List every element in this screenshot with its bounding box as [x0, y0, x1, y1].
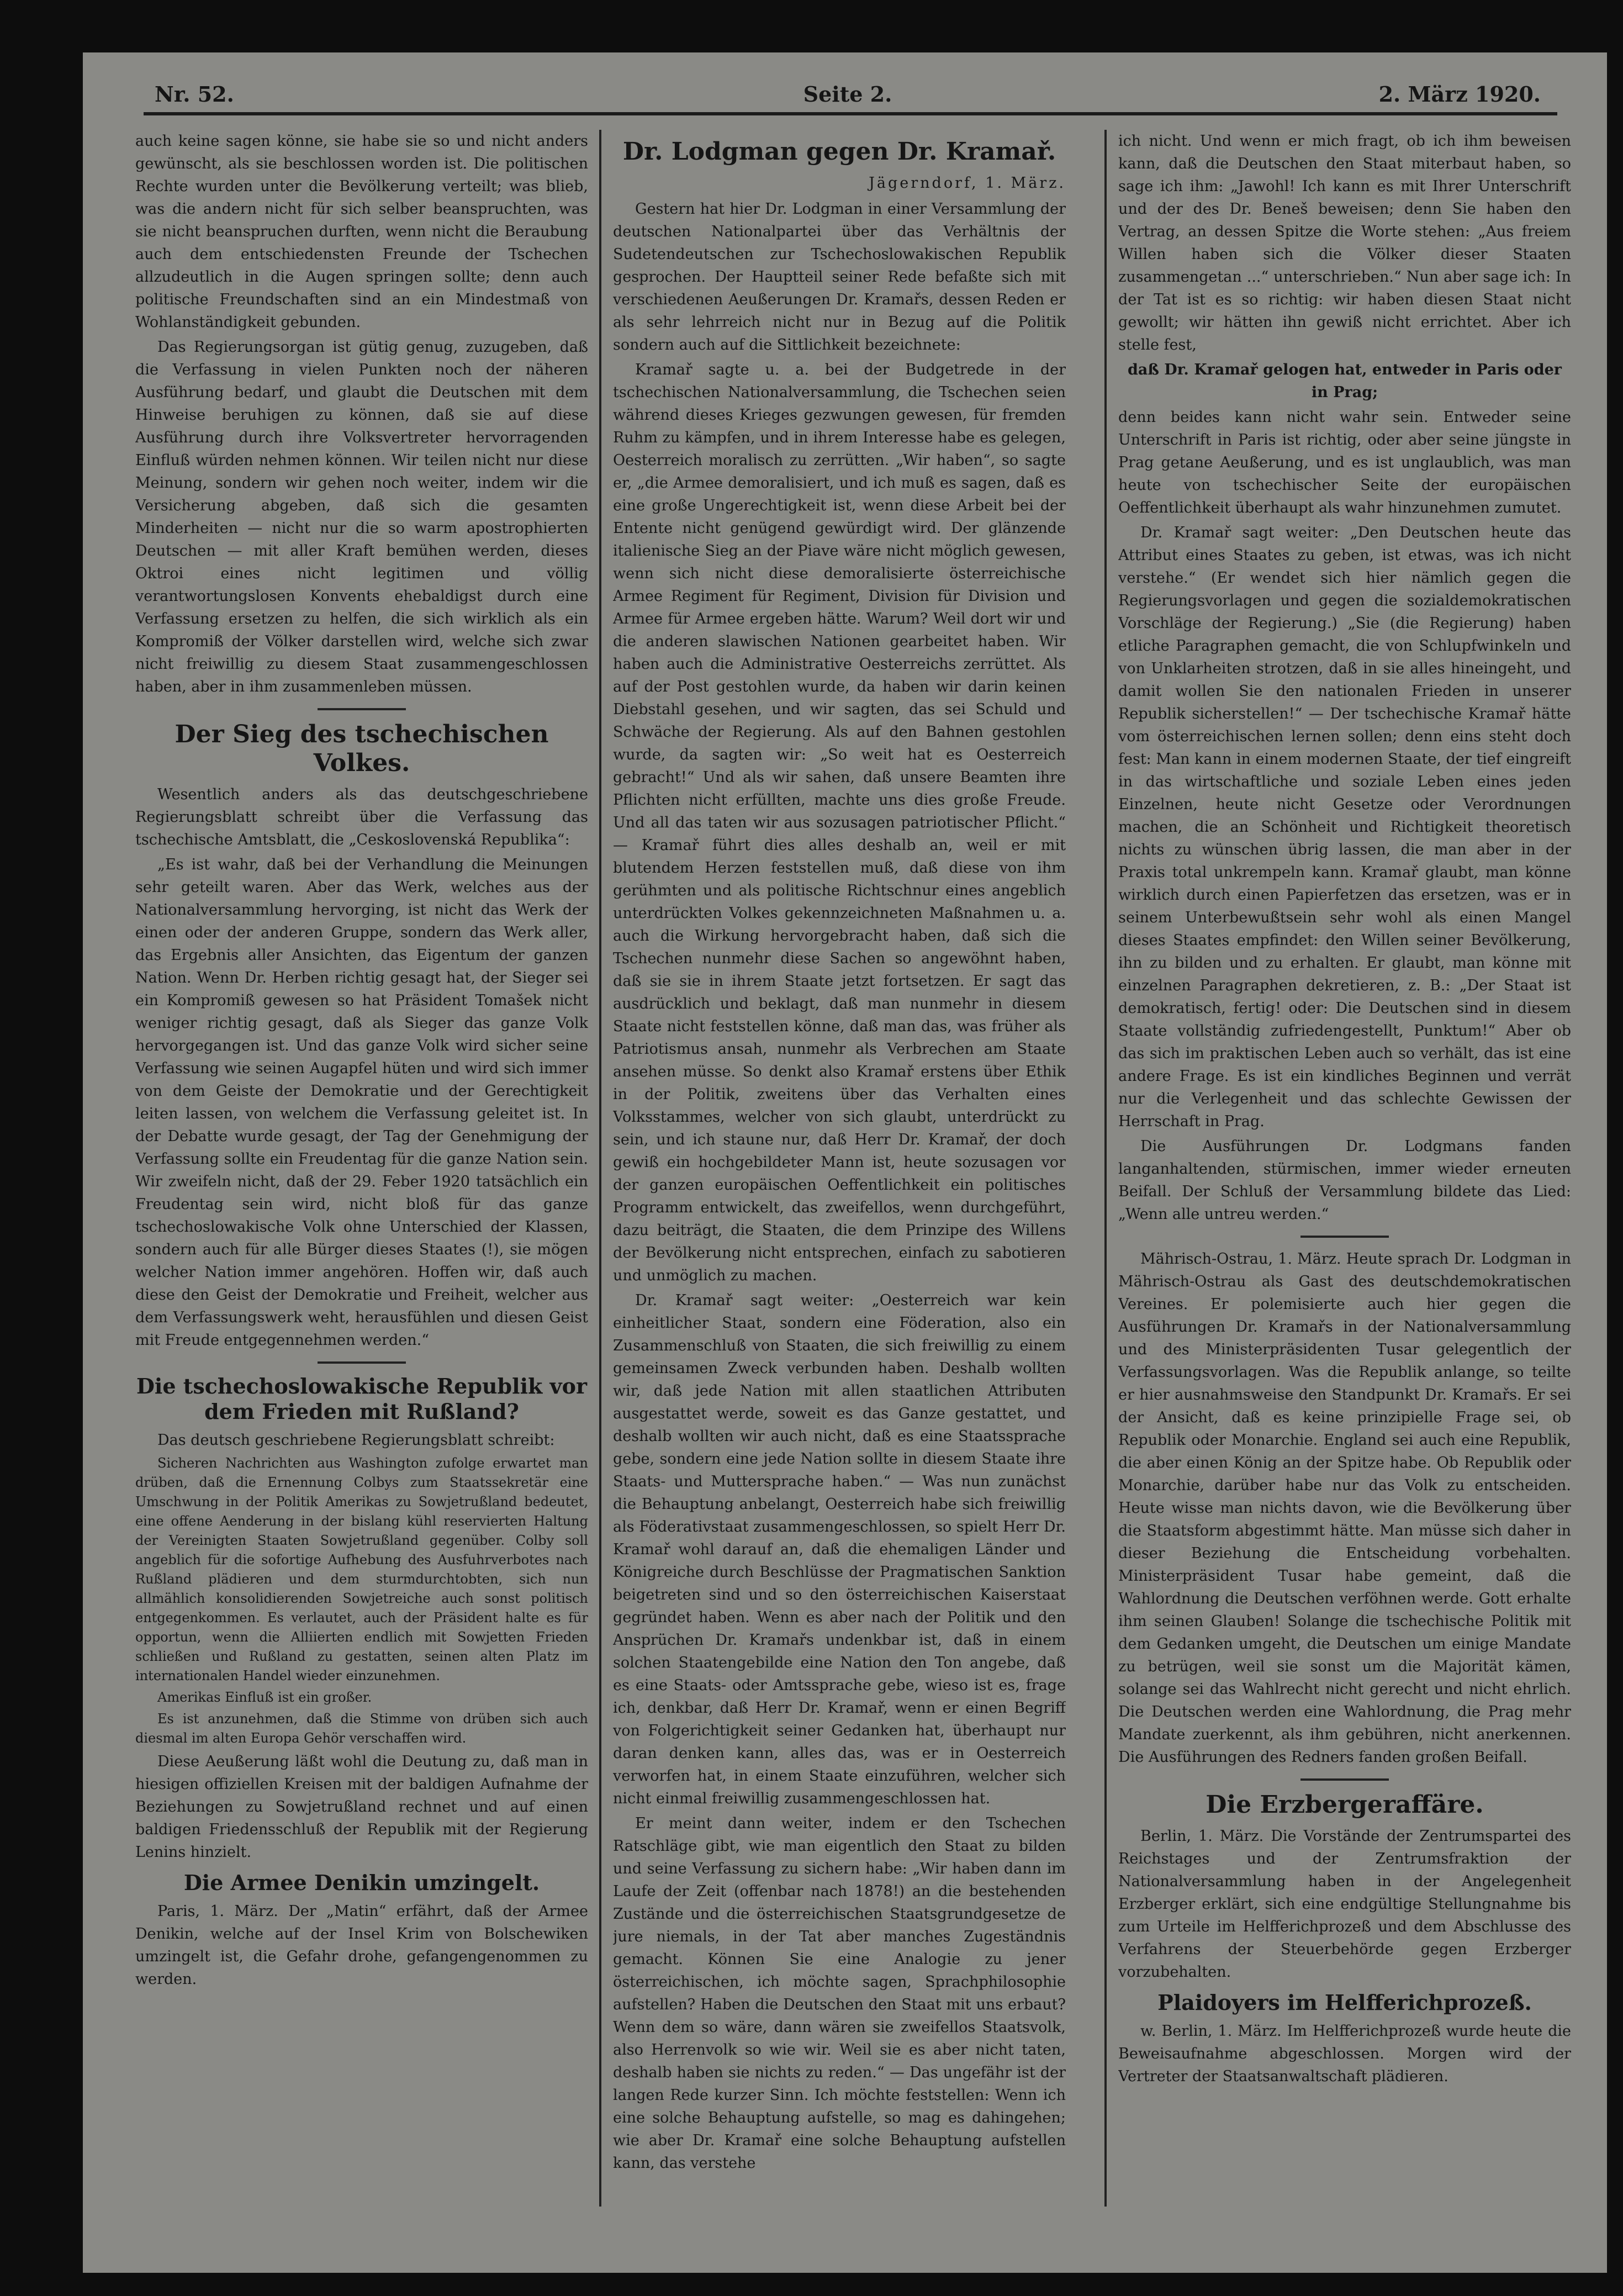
separator — [318, 1361, 406, 1364]
paragraph: ich nicht. Und wenn er mich fragt, ob ich ihm beweisen kann, daß die Deutschen den Staat miterbaut haben, so sage ich ihm: „Jawohl! Ich kann es mit Ihrer Unterschrift und der des Dr. Beneš beweisen; denn Sie haben den Vertrag, an dessen Spitze die Worte stehen: „Aus freiem Willen haben sich die Völker dieser Staaten zusammengetan ...“ unterschrieben.“ Nun aber sage ich: In der Tat ist es so richtig: wir haben diesen Staat nicht gewollt; wir hätten ihn gewiß nicht errichtet. Aber ich stelle fest, — [1118, 133, 1571, 353]
paragraph: Wesentlich anders als das deutschgeschriebene Regierungsblatt schreibt über die Verfassung das tschechische Amtsblatt, die „Ceskoslovenská Republika“: — [135, 786, 588, 848]
paragraph: Er meint dann weiter, indem er den Tschechen Ratschläge gibt, wie man eigentlich den Staat zu bilden und seine Verfassung zu sichern habe: „Wir haben dann im Laufe der Zeit (offenbar nach 1878!) an die bestehenden Zustände und die österreichischen Staatsgrundgesetze de jure niemals, in der Tat aber manches Zugeständnis gemacht. Können Sie eine Analogie zu jener österreichischen, ich möchte sagen, Sprachphilosophie aufstellen? Haben die Deutschen den Staat mit uns erbaut? Wenn dem so wäre, dann wären sie zweifellos Staatsvolk, also Herrenvolk so wie wir. Weil sie es aber nicht taten, deshalb haben sie nichts zu reden.“ — Das ungefähr ist der langen Rede kurzer Sinn. Ich möchte feststellen: Wenn ich eine solche Behauptung aufstelle, so mag es dahingehen; wie aber Dr. Kramař eine solche Behauptung aufstellen kann, das verstehe — [613, 1815, 1066, 2172]
issue-date: 2. März 1920. — [1378, 81, 1541, 107]
paragraph: Mährisch-Ostrau, 1. März. Heute sprach Dr. Lodgman in Mährisch-Ostrau als Gast des deutschdemokratischen Vereines. Er polemisierte auch hier gegen die Ausführungen Dr. Kramařs in der Nationalversammlung und des Ministerpräsidenten Tusar gelegentlich der Verfassungsvorlagen. Was die Republik anlange, so teilte er hier ausnahmsweise den Standpunkt Dr. Kramařs. Er sei der Ansicht, daß es keine prinzipielle Frage sei, ob Republik oder Monarchie. England sei auch eine Republik, die aber einen König an der Spitze habe. Ob Republik oder Monarchie, darüber habe nur das Volk zu entscheiden. Heute wisse man nichts davon, wie die Bevölkerung über die Staatsform abgestimmt hätte. Man müsse sich daher in dieser Beziehung die Entscheidung vorbehalten. Ministerpräsident Tusar habe gemeint, daß die Wahlordnung die Deutschen verföhnen werde. Gott erhalte ihm seinen Glauben! Solange die tschechische Politik mit dem Gedanken umgeht, die Deutschen um einige Mandate zu betrügen, weil sie sonst um die Majorität kämen, solange sei das Wahlrecht nicht gerecht und nicht ehrlich. Die Deutschen werden eine Wahlordnung, die Prag mehr Mandate zuerkennt, als ihm gebühren, nicht anerkennen. Die Ausführungen des Redners fanden großen Beifall. — [1118, 1250, 1571, 1766]
article-heading: Die Erzbergeraffäre. — [1206, 1791, 1484, 1819]
paragraph: Die Ausführungen Dr. Lodgmans fanden langanhaltenden, stürmischen, immer wieder erneuten Beifall. Der Schluß der Versammlung bildete das Lied: „Wenn alle untreu werden.“ — [1118, 1138, 1571, 1223]
paragraph: Das Regierungsorgan ist gütig genug, zuzugeben, daß die Verfassung in vielen Punkten noch der näheren Ausführung bedarf, und glaubt die Deutschen mit dem Hinweise beruhigen zu können, daß sie auf diese Ausführung durch ihre Volksvertreter hervorragenden Einfluß würden nehmen können. Wir teilen nicht nur diese Meinung, sondern wir gehen noch weiter, indem wir die Versicherung abgeben, daß sich die gesamten Minderheiten — nicht nur die so warm apostrophierten Deutschen — mit aller Kraft bemühen werden, dieses Oktroi eines nicht legitimen und völlig verantwortungslosen Konvents ehebaldigst durch eine Verfassung ersetzen zu helfen, die sich wirklich als ein Kompromiß der Völker darstellen wird, welche sich zwar nicht freiwillig zu diesem Staat zusammengeschlossen haben, aber in ihm zusammenleben müssen. — [135, 339, 588, 695]
dateline: Jägerndorf, 1. März. — [869, 175, 1066, 192]
paragraph: Diese Aeußerung läßt wohl die Deutung zu, daß man in hiesigen offiziellen Kreisen mit der baldigen Aufnahme der Beziehungen zu Sowjetrußland rechnet und auf einen baldigen Friedensschluß der Republik mit der Regierung Lenins hinzielt. — [135, 1753, 588, 1861]
separator — [318, 708, 406, 710]
paragraph: Sicheren Nachrichten aus Washington zufolge erwartet man drüben, daß die Ernennung Colbys zum Staatssekretär eine Umschwung in der Politik Amerikas zu Sowjetrußland bedeutet, eine offene Aenderung in der bislang kühl reservierten Haltung der Vereinigten Staaten Sowjetrußland gegenüber. Colby soll angeblich für die sofortige Aufhebung des Ausfuhrverbotes nach Rußland plädieren und dem sturmdurchtobten, sich nun allmählich konsolidierenden Sowjetreiche auch sonst politisch entgegenkommen. Es verlautet, auch der Präsident halte es für opportun, wenn die Alliierten endlich mit Sowjetten Frieden schließen und Rußland zu gestatten, seinen alten Platz im internationalen Handel wieder einzunehmen. — [135, 1455, 588, 1683]
newspaper-page — [83, 52, 1607, 2273]
paragraph: „Es ist wahr, daß bei der Verhandlung die Meinungen sehr geteilt waren. Aber das Werk, welches aus der Nationalversammlung hervorging, ist nicht das Werk der einen oder der anderen Gruppe, sondern das Werk aller, das Ergebnis aller Ansichten, das Eigentum der ganzen Nation. Wenn Dr. Herben richtig gesagt hat, der Sieger sei ein Kompromiß gewesen so hat Präsident Tomašek nicht weniger richtig gesagt, daß als Sieger das ganze Volk hervorgegangen ist. Und das ganze Volk wird sicher seine Verfassung wie seinen Augapfel hüten und wird sich immer von dem Geiste der Demokratie und der Gerechtigkeit leiten lassen, von welchem die Verfassung geleitet ist. In der Debatte wurde gesagt, der Tag der Genehmigung der Verfassung sollte ein Freudentag für die ganze Nation sein. Wir zweifeln nicht, daß der 29. Feber 1920 tatsächlich ein Freudentag sein wird, nicht bloß für das ganze tschechoslowakische Volk ohne Unterschied der Klassen, sondern auch für alle Bürger dieses Staates (!), sie mögen welcher Nation immer angehören. Hoffen wir, daß auch diese den Geist der Demokratie und Freiheit, welcher aus dem Verfassungswerk weht, herausfühlen und diesen Geist mit Freude entgegennehmen werden.“ — [135, 856, 588, 1349]
emphasis-line: daß Dr. Kramař gelogen hat, entweder in Paris oder in Prag; — [1127, 361, 1562, 401]
paragraph: Gestern hat hier Dr. Lodgman in einer Versammlung der deutschen Nationalpartei über das Verhältnis der Sudetendeutschen zur Tschechoslowakischen Republik gesprochen. Der Hauptteil seiner Rede befaßte sich mit verschiedenen Aeußerungen Dr. Kramařs, dessen Reden er als sehr lehrreich nicht nur in Bezug auf die Politik sondern auch auf die Sittlichkeit bezeichnete: — [613, 200, 1066, 353]
page-number: Seite 2. — [803, 81, 892, 107]
paragraph: Berlin, 1. März. Die Vorstände der Zentrumspartei des Reichstages und der Zentrumsfraktion der Nationalversammlung haben in der Angelegenheit Erzberger erklärt, sich eine endgültige Stellungnahme bis zum Urteile im Helfferichprozeß und dem Abschlusse des Verfahrens der Steuerbehörde gegen Erzberger vorzubehalten. — [1118, 1828, 1571, 1981]
paragraph: Das deutsch geschriebene Regierungsblatt schreibt: — [157, 1432, 555, 1449]
article-heading: Die tschechoslowakische Republik vor dem Frieden mit Rußland? — [136, 1374, 588, 1424]
column-1 — [135, 130, 588, 2223]
article-heading: Die Armee Denikin umzingelt. — [183, 1870, 540, 1895]
issue-number: Nr. 52. — [155, 81, 234, 107]
paragraph: Paris, 1. März. Der „Matin“ erfährt, daß der Armee Denikin, welche auf der Insel Krim von Bolschewiken umzingelt ist, die Gefahr drohe, gefangengenommen zu werden. — [135, 1903, 588, 1988]
article-heading: Der Sieg des tschechischen Volkes. — [175, 720, 549, 777]
paragraph: auch keine sagen könne, sie habe sie so und nicht anders gewünscht, als sie beschlossen worden ist. Die politischen Rechte wurden unter die Bevölkerung verteilt; was blieb, was die andern nicht für sich selber beanspruchten, was sie nicht beanspruchen durften, wenn nicht die Beraubung auch dem entschiedensten Freunde der Tschechen allzudeutlich in die Augen springen sollte; denn auch politische Freundschaften sind an ein Mindestmaß von Wohlanständigkeit gebunden. — [135, 133, 588, 331]
paragraph: denn beides kann nicht wahr sein. Entweder seine Unterschrift in Paris ist richtig, oder aber seine jüngste in Prag getane Aeußerung, und es ist unglaublich, was man heute von tschechischer Seite der europäischen Oeffentlichkeit überhaupt als wahr hinzunehmen zumutet. — [1118, 409, 1571, 516]
page-header — [155, 75, 1541, 113]
column-divider — [1104, 130, 1107, 2207]
paragraph: w. Berlin, 1. März. Im Helfferichprozeß wurde heute die Beweisaufnahme abgeschlossen. Morgen wird der Vertreter der Staatsanwaltschaft plädieren. — [1118, 2023, 1571, 2085]
separator — [1300, 1236, 1389, 1238]
paragraph: Dr. Kramař sagt weiter: „Den Deutschen heute das Attribut eines Staates zu geben, ist etwas, was ich nicht verstehe.“ (Er wendet sich hier nämlich gegen die Regierungsvorlagen und gegen die sozialdemokratischen Vorschläge der Regierung.) „Sie (die Regierung) haben etliche Paragraphen gemacht, die von Schlupfwinkeln und von Unklarheiten strotzen, daß in sie alles hineingeht, und damit wollen Sie den nationalen Frieden in unserer Republik sicherstellen!“ — Der tschechische Kramař hätte vom österreichischen lernen sollen; denn eins steht doch fest: Man kann in einem modernen Staate, der tief eingreift in das wirtschaftliche und soziale Leben eines jeden Einzelnen, heute nicht Gesetze oder Verordnungen machen, die an Schönheit und Richtigkeit theoretisch nichts zu wünschen übrig lassen, die man aber in der Praxis total unkrempeln kann. Kramař glaubt, man könne wirklich durch einen Papierfetzen das ersetzen, was er in seinem Unterbewußtsein sehr wohl als einen Mangel dieses Staates empfindet: den Willen seiner Bevölkerung, ihn zu bilden und zu erhalten. Er glaubt, man könne mit einzelnen Paragraphen dekretieren, z. B.: „Der Staat ist demokratisch, fertig! oder: Die Deutschen sind in diesem Staate vollständig zufriedengestellt, Punktum!“ Aber ob das sich im praktischen Leben auch so verhält, das ist eine andere Frage. Es ist ein kindliches Beginnen und verrät nur die Verlegenheit und das schlechte Gewissen der Herrschaft in Prag. — [1118, 524, 1571, 1130]
separator — [1300, 1778, 1389, 1781]
paragraph: Kramař sagte u. a. bei der Budgetrede in der tschechischen Nationalversammlung, die Tschechen seien während dieses Krieges gezwungen gewesen, für fremden Ruhm zu kämpfen, und in ihrem Interesse habe es gelegen, Oesterreich moralisch zu zerrütten. „Wir haben“, so sagte er, „die Armee demoralisiert, und ich muß es sagen, daß es eine große Ungerechtigkeit ist, wenn diese Arbeit bei der Entente nicht genügend gewürdigt wird. Der glänzende italienische Sieg an der Piave wäre nicht möglich gewesen, wenn sich nicht diese demoralisierte österreichische Armee Regiment für Regiment, Division für Division und Armee für Armee ergeben hätte. Warum? Weil dort wir und die anderen slawischen Nationen gearbeitet haben. Wir haben auch die Administrative Oesterreichs zerrüttet. Als auf der Post gestohlen wurde, da haben wir darin keinen Diebstahl gesehen, und wir sagten, das sei Schuld und Schwäche der Regierung. Als auf den Bahnen gestohlen wurde, da sagten wir: „So weit hat es Oesterreich gebracht!“ Und als wir sahen, daß unsere Beamten ihre Pflichten nicht erfüllten, machte uns dies große Freude. Und all das taten wir aus sozusagen patriotischer Pflicht.“ — Kramař führt dies alles deshalb an, weil er mit blutendem Herzen feststellen muß, daß diese von ihm gerühmten und als politische Richtschnur eines angeblich unterdrückten Volkes gekennzeichneten Maßnahmen u. a. auch die Wirkung hervorgebracht haben, daß sich die Tschechen nunmehr diese Sachen so angewöhnt haben, daß sie sie in ihrem Staate jetzt fortsetzen. Er sagt das ausdrücklich und beklagt, daß man nunmehr in diesem Staate nicht feststellen könne, daß man das, was früher als Patriotismus ansah, nunmehr als Verbrechen am Staate ansehen müsse. So denkt also Kramař erstens über Ethik in der Politik, zweitens über das Verhalten eines Volksstammes, welcher von sich glaubt, unterdrückt zu sein, und ich staune nur, daß Herr Dr. Kramař, der doch gewiß ein hochgebildeter Mann ist, heute sozusagen vor der ganzen europäischen Oeffentlichkeit ein politisches Programm entwickelt, das zweifellos, wenn durchgeführt, dazu beiträgt, die Staaten, die dem Prinzipe des Willens der Bevölkerung nicht entsprechen, einfach zu sabotieren und unmöglich zu machen. — [613, 361, 1066, 1284]
article-heading: Plaidoyers im Helfferichprozeß. — [1157, 1990, 1532, 2015]
column-divider — [599, 130, 601, 2207]
article-heading: Dr. Lodgman gegen Dr. Kramař. — [622, 138, 1056, 166]
paragraph: Dr. Kramař sagt weiter: „Oesterreich war kein einheitlicher Staat, sondern eine Föderation, also ein Zusammenschluß von Staaten, die sich freiwillig zu einem gemeinsamen Zweck verbunden haben. Deshalb wollten wir, daß jede Nation mit allen staatlichen Attributen ausgestattet werde, soweit es das Ganze gestattet, und deshalb wollten wir auch nicht, daß es eine Staatssprache gebe, sondern eine jede Nation sollte in diesem Staate ihre Staats- und Muttersprache haben.“ — Was nun zunächst die Behauptung anbelangt, Oesterreich habe sich freiwillig als Föderativstaat zusammengeschlossen, so spielt Herr Dr. Kramař wohl darauf an, daß die ehemaligen Länder und Königreiche durch Beschlüsse der Pragmatischen Sanktion beigetreten sind und so den österreichischen Kaiserstaat gegründet haben. Wenn es aber nach der Politik und den Ansprüchen Dr. Kramařs undenkbar ist, daß in einem solchen Staatengebilde eine Nation den Ton angebe, daß es eine Staats- oder Amtssprache gebe, wieso ist es, frage ich, denkbar, daß Herr Dr. Kramař, wenn er einen Begriff von Folgerichtigkeit seiner Gedanken hat, überhaupt nur daran denken kann, alles das, was er in Oesterreich verworfen hat, in einem Staate einzuführen, welcher sich nicht einmal freiwillig zusammengeschlossen hat. — [613, 1292, 1066, 1807]
paragraph: Amerikas Einfluß ist ein großer. — [157, 1690, 372, 1705]
column-3 — [1118, 130, 1571, 2223]
header-rule — [144, 112, 1557, 115]
paragraph: Es ist anzunehmen, daß die Stimme von drüben sich auch diesmal im alten Europa Gehör verschaffen wird. — [135, 1711, 588, 1746]
column-2 — [613, 130, 1066, 2223]
